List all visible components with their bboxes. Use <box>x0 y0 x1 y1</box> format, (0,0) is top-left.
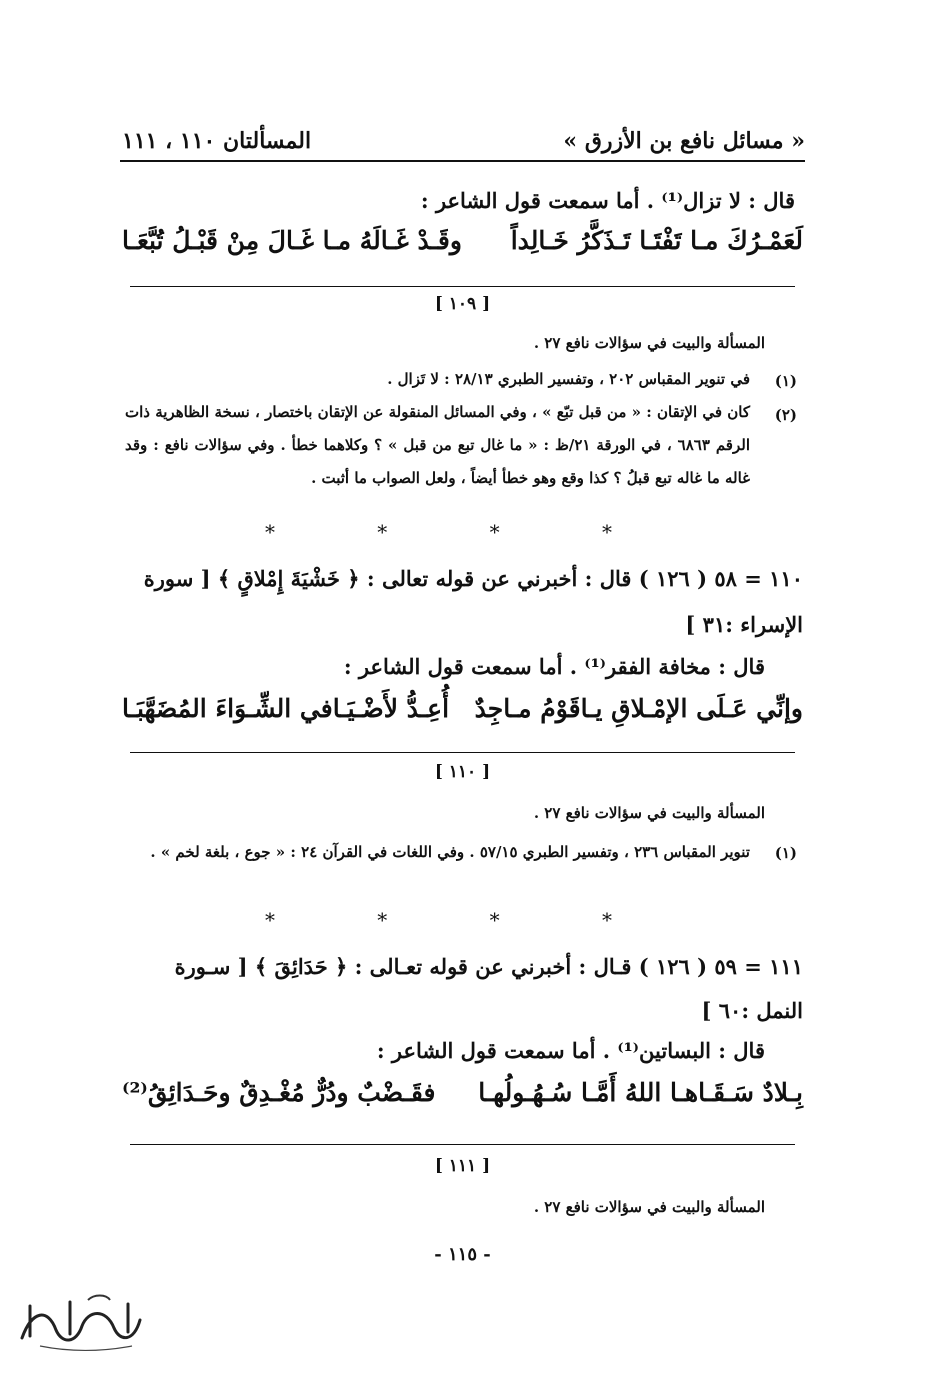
q110-intro: قال : مخافة الفقر⁽¹⁾ . أما سمعت قول الشاعر : <box>343 654 765 679</box>
q110-verse-second-hemistich: أُعِـدُّ لأَضْـيَـافي الشِّـوَاءَ المُضَهَّبَـا <box>122 694 450 723</box>
q110-footnote-1-text: تنوير المقباس ٢٣٦ ، وتفسير الطبري ٥٧/١٥ . وفي اللغات في القرآن ٢٤ : « جوع ، بلغة لخم » . <box>150 843 750 861</box>
q109-separator <box>130 286 795 287</box>
q110-heading-line-1: ١١٠ = ٥٨ ( ١٢٦ ) قال : أخبرني عن قوله تعالى : ﴿ خَشْيَةَ إِمْلاقٍ ﴾ [ سورة <box>143 566 803 591</box>
q109-verse-second-hemistich: وقَـدْ غَـالَهُ مـا غَـالَ مِنْ قَبْـلُ تُبَّعَـا <box>122 226 462 255</box>
q111-separator <box>130 1144 795 1145</box>
q111-verse-first-hemistich: بِـلادٌ سَـقَـاهـا اللهُ أَمَّـا سُـهُـولُهـا <box>478 1078 803 1107</box>
q109-verse-first-hemistich: لَعَمْـرُكَ مـا تَفْتَـا تَـذَكَّرُ خَـالِداً <box>510 226 803 255</box>
q109-footnote-2-text: كان في الإتقان : « من قبل تبّع » ، وفي المسائل المنقولة عن الإتقان باختصار ، نسخة الظاهرية ذات الرقم ٦٨٦٣ ، في الورقة ٢١/ظ : « ما غال تبع من قبل » ؟ وكلاهما خطأ . وفي سؤالات نافع : وقد غاله ما غاله تبع قبلُ ؟ كذا وقع وهو خطأ أيضاً ، ولعل الصواب ما أثبت . <box>125 403 750 487</box>
q111-source-note: المسألة والبيت في سؤالات نافع ٢٧ . <box>533 1198 765 1216</box>
q111-intro: قال : البساتين⁽¹⁾ . أما سمعت قول الشاعر : <box>376 1038 765 1063</box>
q110-footnote-1-number: (١) <box>774 844 797 862</box>
q109-question-ref: [ ١٠٩ ] <box>434 294 491 314</box>
q111-heading-line-1: ١١١ = ٥٩ ( ١٢٦ ) قـال : أخبرني عن قوله تعـالى : ﴿ حَدَائِقَ ﴾ [ سـورة <box>174 954 803 979</box>
q111-question-ref: [ ١١١ ] <box>434 1156 491 1176</box>
q109-source-note: المسألة والبيت في سؤالات نافع ٢٧ . <box>533 334 765 352</box>
page-number: - ١١٥ - <box>434 1244 491 1265</box>
running-header-question-numbers: المسألتان ١١٠ ، ١١١ <box>122 128 312 154</box>
q111-heading-line-2: النمل :٦٠ ] <box>701 998 803 1023</box>
q110-heading-line-2: الإسراء :٣١ ] <box>685 612 803 637</box>
q110-source-note: المسألة والبيت في سؤالات نافع ٢٧ . <box>533 804 765 822</box>
q110-question-ref: [ ١١٠ ] <box>434 762 491 782</box>
q109-footnote-2-number: (٢) <box>774 406 797 424</box>
q109-footnote-1-number: (١) <box>774 372 797 390</box>
q109-footnote-1-text: في تنوير المقباس ٢٠٢ ، وتفسير الطبري ٢٨/١٣ : لا تَزال . <box>387 370 750 388</box>
watermark-logo <box>10 1290 150 1360</box>
section-divider-stars: * * * * <box>264 520 661 544</box>
running-header-title: « مسائل نافع بن الأزرق » <box>563 128 805 154</box>
q110-verse-first-hemistich: وإنِّي عَـلَى الإمْـلاقِ يـاقَوْمُ مـاجِدٌ <box>474 694 803 723</box>
q109-intro: قال : لا تزال⁽¹⁾ . أما سمعت قول الشاعر : <box>420 188 795 213</box>
q110-separator <box>130 752 795 753</box>
section-divider-stars: * * * * <box>264 908 661 932</box>
header-rule <box>120 160 805 162</box>
q111-verse-second-hemistich: فقَـضْبٌ ودُرٌّ مُغْـدِقٌ وحَـدَائِقُ⁽²⁾ <box>122 1078 436 1107</box>
